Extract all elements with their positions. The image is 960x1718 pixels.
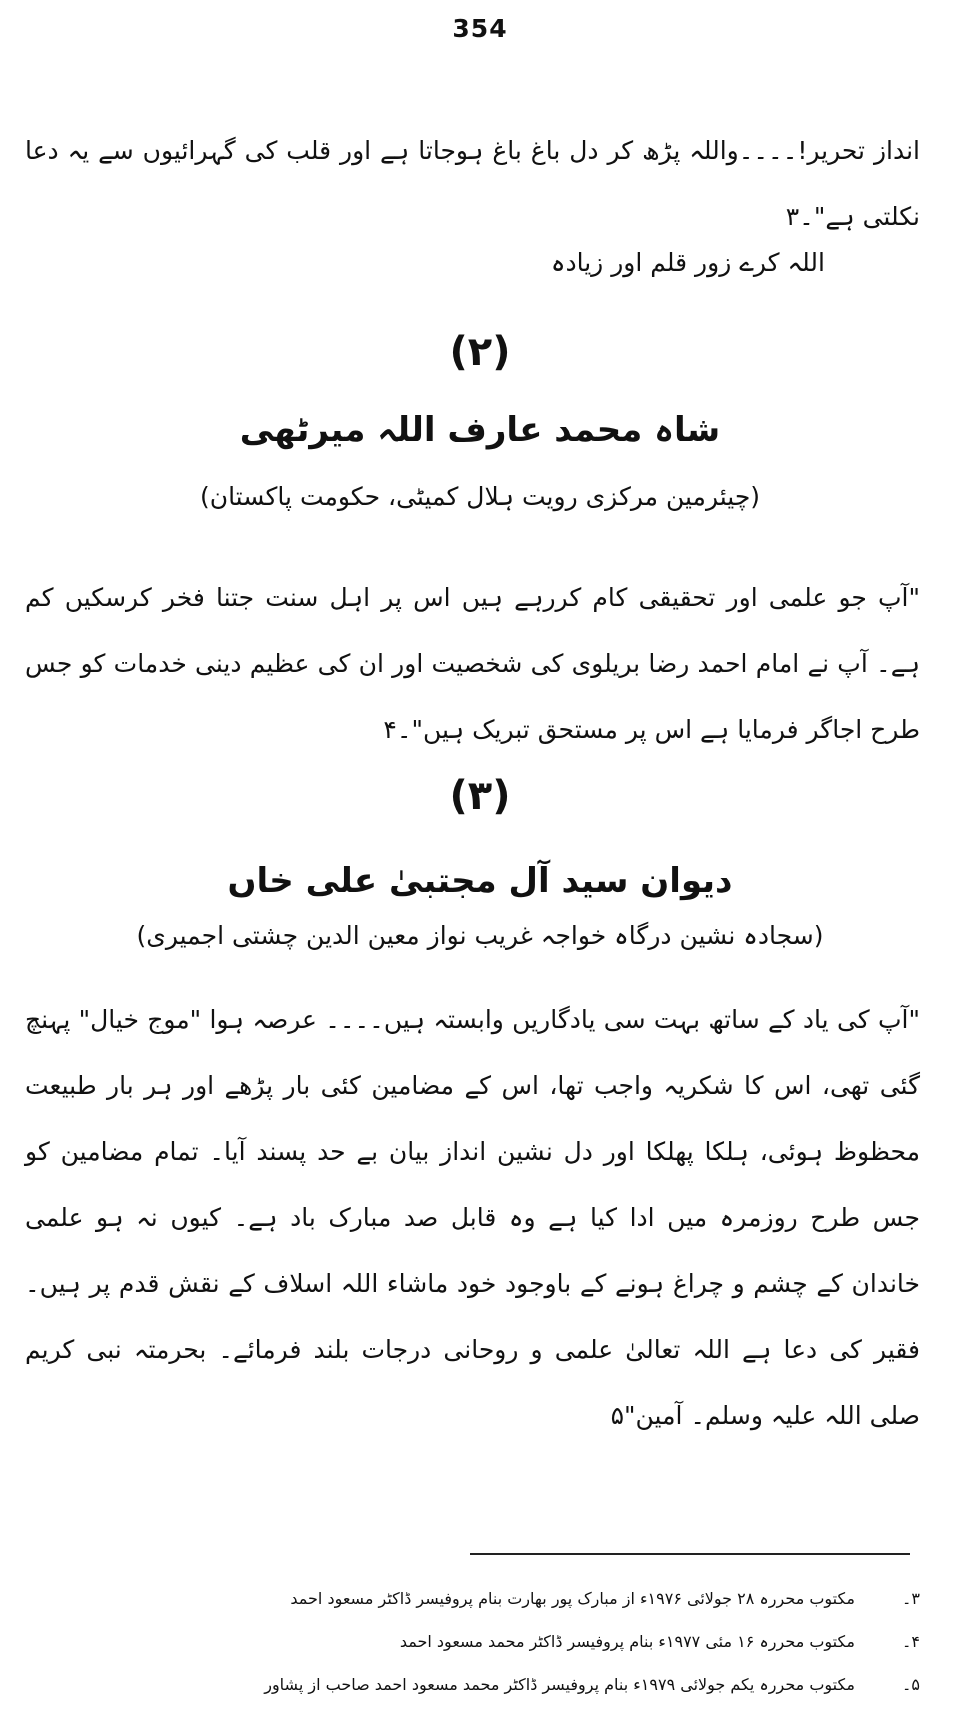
intro-closing-line: اللہ کرے زور قلم اور زیادہ xyxy=(550,248,825,277)
section-3-quote: "آپ کی یاد کے ساتھ بہت سی یادگاریں وابستہ ہیں۔۔۔۔ عرصہ ہوا "موج خیال" پہنچ گئی تھی، اس کا شکریہ واجب تھا، اس کے مضامین کئی بار پڑھے اور ہر بار طبیعت محظوظ ہوئی، ہلکا پھلکا اور دل نشین انداز بیان بے حد پسند آیا۔ تمام مضامین کو جس طرح روزمرہ میں ادا کیا ہے وہ قابل صد مبارک باد ہے۔ کیوں نہ ہو علمی خاندان کے چشم و چراغ ہونے کے باوجود خود ماشاء اللہ اسلاف کے نقش قدم پر ہیں۔ فقیر کی دعا ہے اللہ تعالیٰ علمی و روحانی درجات بلند فرمائے۔ بحرمتہ نبی کریم صلی اللہ علیہ وسلم۔ آمین"۵ xyxy=(25,1005,920,1430)
page-number: 354 xyxy=(452,14,508,43)
footnote-text: مکتوب محررہ ۱۶ مئی ۱۹۷۷ء بنام پروفیسر ڈاکٹر محمد مسعود احمد xyxy=(399,1632,855,1651)
footnote-number: ۴۔ xyxy=(902,1632,920,1651)
footnote-number: ۵۔ xyxy=(902,1675,920,1694)
intro-paragraph: انداز تحریر!۔۔۔۔واللہ پڑھ کر دل باغ باغ ہوجاتا ہے اور قلب کی گہرائیوں سے یہ دعا نکلتی ہے"۔۳ xyxy=(25,136,920,231)
footnote-text: مکتوب محررہ یکم جولائی ۱۹۷۹ء بنام پروفیسر ڈاکٹر محمد مسعود احمد صاحب از پشاور xyxy=(264,1675,855,1694)
footnote-number: ۳۔ xyxy=(902,1589,920,1608)
footnote xyxy=(40,1626,920,1658)
section-2-title: (چیئرمین مرکزی رویت ہلال کمیٹی، حکومت پاکستان) xyxy=(199,482,761,511)
section-3-name: دیوان سید آل مجتبیٰ علی خاں xyxy=(227,861,733,901)
section-2-quote: "آپ جو علمی اور تحقیقی کام کررہے ہیں اس پر اہل سنت جتنا فخر کرسکیں کم ہے۔ آپ نے امام احمد رضا بریلوی کی شخصیت اور ان کی عظیم دینی خدمات کو جس طرح اجاگر فرمایا ہے اس پر مستحق تبریک ہیں"۔۴ xyxy=(25,583,920,744)
section-3-title: (سجادہ نشین درگاہ خواجہ غریب نواز معین الدین چشتی اجمیری) xyxy=(136,921,824,950)
section-number-2: (۲) xyxy=(449,329,511,375)
section-number-3: (۳) xyxy=(449,773,511,819)
footnote-divider xyxy=(470,1553,910,1555)
footnote xyxy=(40,1669,920,1701)
footnote xyxy=(40,1583,920,1615)
section-2-name: شاہ محمد عارف اللہ میرٹھی xyxy=(239,410,721,450)
footnote-text: مکتوب محررہ ۲۸ جولائی ۱۹۷۶ء از مبارک پور بھارت بنام پروفیسر ڈاکٹر مسعود احمد xyxy=(290,1589,855,1608)
